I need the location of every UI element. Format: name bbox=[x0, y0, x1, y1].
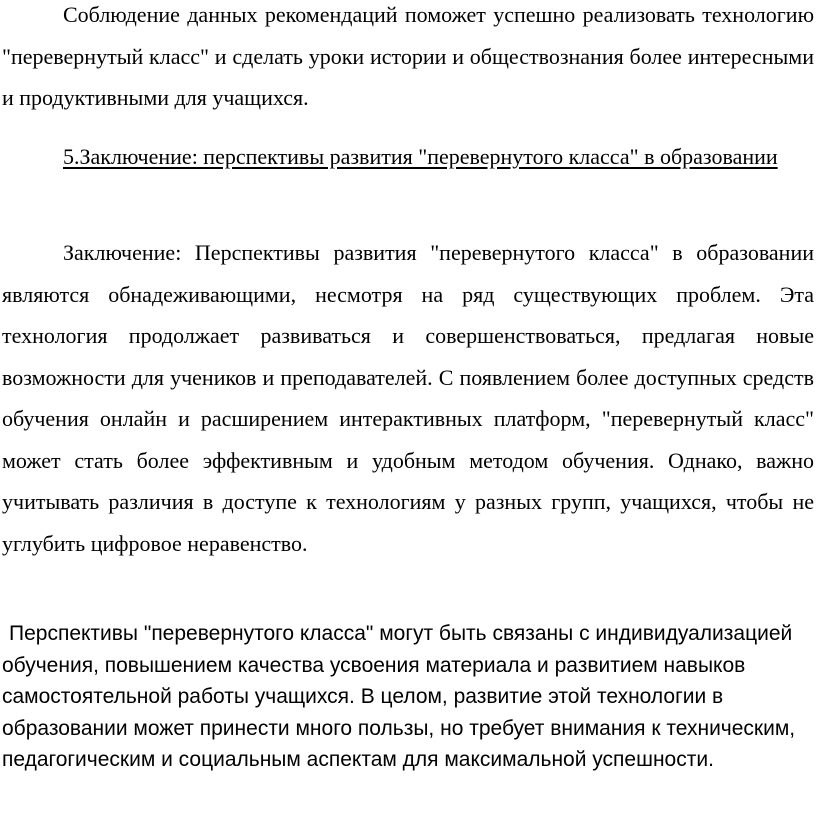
final-paragraph: Перспективы "перевернутого класса" могут быть связаны с индивидуализацией обучения, повышением качества усвоения материала и развитием навыков самостоятельной работы учащихся. В целом, развитие этой технологии в образовании может принести много пользы, но требует внимания к техническим, педагогическим и социальным аспектам для максимальной успешности. bbox=[2, 622, 796, 772]
intro-paragraph: Соблюдение данных рекомендаций поможет успешно реализовать технологию "перевернутый класс" и сделать уроки истории и обществознания более интересными и продуктивными для учащихся. bbox=[2, 2, 814, 110]
section-heading: 5.Заключение: перспективы развития "перевернутого класса" в образовании bbox=[63, 144, 778, 169]
conclusion-paragraph: Заключение: Перспективы развития "перевернутого класса" в образовании являются обнадеживающими, несмотря на ряд существующих проблем. Эта технология продолжает развиваться и совершенствоваться, предлагая новые возможности для учеников и преподавателей. С появлением более доступных средств обучения онлайн и расширением интерактивных платформ, "перевернутый класс" может стать более эффективным и удобным методом обучения. Однако, важно учитывать различия в доступе к технологиям у разных групп, учащихся, чтобы не углубить цифровое неравенство. bbox=[2, 240, 814, 556]
